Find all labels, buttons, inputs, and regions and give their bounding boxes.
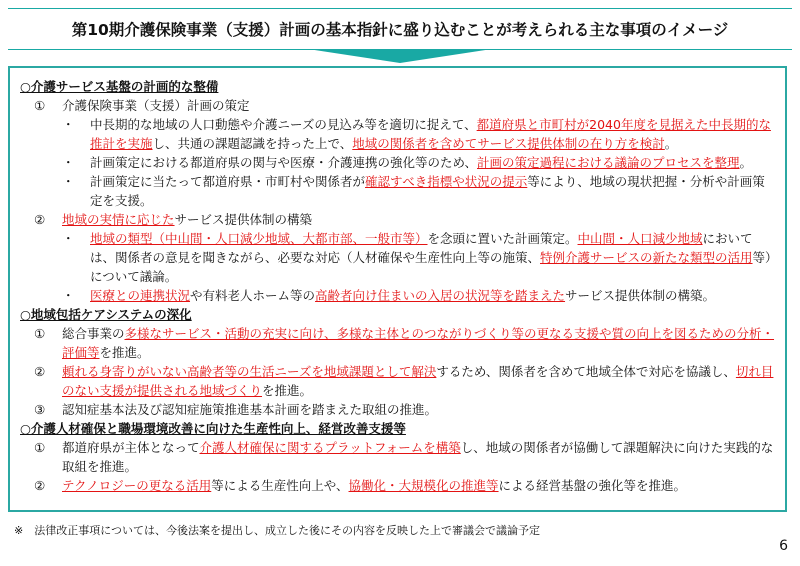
highlighted-text: 切れ目のない支援が提供される地域づくり bbox=[62, 364, 774, 398]
text-run: を念頭に置いた計画策定。 bbox=[427, 231, 578, 246]
bullet-text bbox=[90, 153, 775, 172]
highlighted-text: 確認すべき指標や状況の提示 bbox=[365, 174, 528, 189]
highlighted-text: テクノロジーの更なる活用 bbox=[62, 478, 212, 493]
highlighted-text: 計画の策定過程における議論のプロセスを整理 bbox=[477, 155, 740, 170]
numbered-item bbox=[20, 400, 775, 419]
bullet-text bbox=[90, 115, 775, 153]
numbered-item bbox=[20, 438, 775, 476]
text-run: を推進。 bbox=[99, 345, 150, 360]
numbered-item bbox=[20, 96, 775, 115]
section-heading: ○地域包括ケアシステムの深化 bbox=[20, 307, 192, 322]
highlighted-text: 介護人材確保に関するプラットフォームを構築 bbox=[199, 440, 461, 455]
text-run: や有料老人ホーム等の bbox=[190, 288, 316, 303]
bullet-text bbox=[90, 172, 775, 210]
footnote: ※ 法律改正事項については、今後法案を提出し、成立した後にその内容を反映した上で審議会で議論予定 bbox=[14, 524, 540, 537]
highlighted-text: 高齢者向け住まいの入居の状況等を踏まえた bbox=[315, 288, 566, 303]
item-number: ② bbox=[34, 364, 46, 379]
text-run: 。 bbox=[664, 136, 678, 151]
text-run: 総合事業の bbox=[62, 326, 125, 341]
text-run: を推進。 bbox=[262, 383, 313, 398]
item-text bbox=[62, 324, 775, 362]
highlighted-text: 地域の実情に応じた bbox=[62, 212, 175, 227]
bullet-item bbox=[20, 153, 775, 172]
highlighted-text: 医療との連携状況 bbox=[90, 288, 191, 303]
bullet-dot: ・ bbox=[62, 117, 75, 132]
text-run: 等により、地域の現状把握・分析や計画策定を支援。 bbox=[90, 174, 765, 208]
text-run: 都道府県が主体となって bbox=[62, 440, 200, 455]
text-run: 中長期的な地域の人口動態や介護ニーズの見込み等を適切に捉えて、 bbox=[90, 117, 477, 132]
page-number: 6 bbox=[779, 538, 788, 554]
highlighted-text: 都道府県と市町村が2040年度を見据えた中長期的な推計を実施 bbox=[90, 117, 771, 151]
text-run: 等による生産性向上や、 bbox=[211, 478, 349, 493]
highlighted-text: 協働化・大規模化の推進等 bbox=[348, 478, 499, 493]
item-number: ① bbox=[34, 440, 46, 455]
bullet-item bbox=[20, 172, 775, 210]
highlighted-text: 頼れる身寄りがいない高齢者等の生活ニーズを地域課題として解決 bbox=[62, 364, 437, 379]
item-text bbox=[62, 476, 775, 495]
highlighted-text: 多様なサービス・活動の充実に向け、多様な主体とのつながりづくり等の更なる支援や質の向上を図るための分析・評価等 bbox=[62, 326, 775, 360]
text-run: 計画策定に当たって都道府県・市町村や関係者が bbox=[90, 174, 366, 189]
bullet-dot: ・ bbox=[62, 174, 75, 189]
section-heading: ○介護サービス基盤の計画的な整備 bbox=[20, 79, 219, 94]
highlighted-text: 地域の類型（中山間・人口減少地域、大都市部、一般市等） bbox=[90, 231, 428, 246]
text-run: においては、関係者の意見を聞きながら、必要な対応（人材確保や生産性向上等の施策、 bbox=[90, 231, 753, 265]
numbered-item bbox=[20, 210, 775, 229]
numbered-item bbox=[20, 476, 775, 495]
bullet-dot: ・ bbox=[62, 231, 75, 246]
item-number: ① bbox=[34, 98, 46, 113]
text-run: し、共通の課題認識を持った上で、 bbox=[152, 136, 353, 151]
item-text bbox=[62, 210, 775, 229]
item-text bbox=[62, 362, 775, 400]
item-text: 介護保険事業（支援）計画の策定 bbox=[62, 98, 250, 113]
bullet-dot: ・ bbox=[62, 288, 75, 303]
text-run: 等）について議論。 bbox=[90, 250, 772, 284]
item-number: ① bbox=[34, 326, 46, 341]
page-title: 第10期介護保険事業（支援）計画の基本指針に盛り込むことが考えられる主な事項のイメージ bbox=[8, 8, 792, 50]
text-run: 。 bbox=[739, 155, 753, 170]
numbered-item bbox=[20, 324, 775, 362]
bullet-item bbox=[20, 286, 775, 305]
numbered-item bbox=[20, 362, 775, 400]
text-run: による経営基盤の強化等を推進。 bbox=[498, 478, 687, 493]
bullet-item bbox=[20, 115, 775, 153]
text-run: 計画策定における都道府県の関与や医療・介護連携の強化等のため、 bbox=[90, 155, 478, 170]
item-number: ② bbox=[34, 478, 46, 493]
bullet-item bbox=[20, 229, 775, 286]
content-frame bbox=[8, 66, 787, 512]
bullet-text bbox=[90, 229, 775, 286]
text-run: し、地域の関係者が協働して課題解決に向けた実践的な取組を推進。 bbox=[62, 440, 774, 474]
highlighted-text: 特例介護サービスの新たな類型の活用 bbox=[540, 250, 753, 265]
text-run: するため、関係者を含めて地域全体で対応を協議し、 bbox=[436, 364, 736, 379]
item-number: ③ bbox=[34, 402, 46, 417]
text-run: サービス提供体制の構築 bbox=[174, 212, 313, 227]
bullet-dot: ・ bbox=[62, 155, 75, 170]
text-run: 認知症基本法及び認知症施策推進基本計画を踏まえた取組の推進。 bbox=[62, 402, 438, 417]
text-run: サービス提供体制の構築。 bbox=[565, 288, 716, 303]
highlighted-text: 中山間・人口減少地域 bbox=[577, 231, 703, 246]
down-arrow-icon bbox=[308, 49, 492, 63]
item-text bbox=[62, 438, 775, 476]
highlighted-text: 地域の関係者を含めてサービス提供体制の在り方を検討 bbox=[352, 136, 665, 151]
item-text bbox=[62, 400, 775, 419]
item-number: ② bbox=[34, 212, 46, 227]
bullet-text bbox=[90, 286, 775, 305]
section-heading: ○介護人材確保と職場環境改善に向けた生産性向上、経営改善支援等 bbox=[20, 421, 406, 436]
